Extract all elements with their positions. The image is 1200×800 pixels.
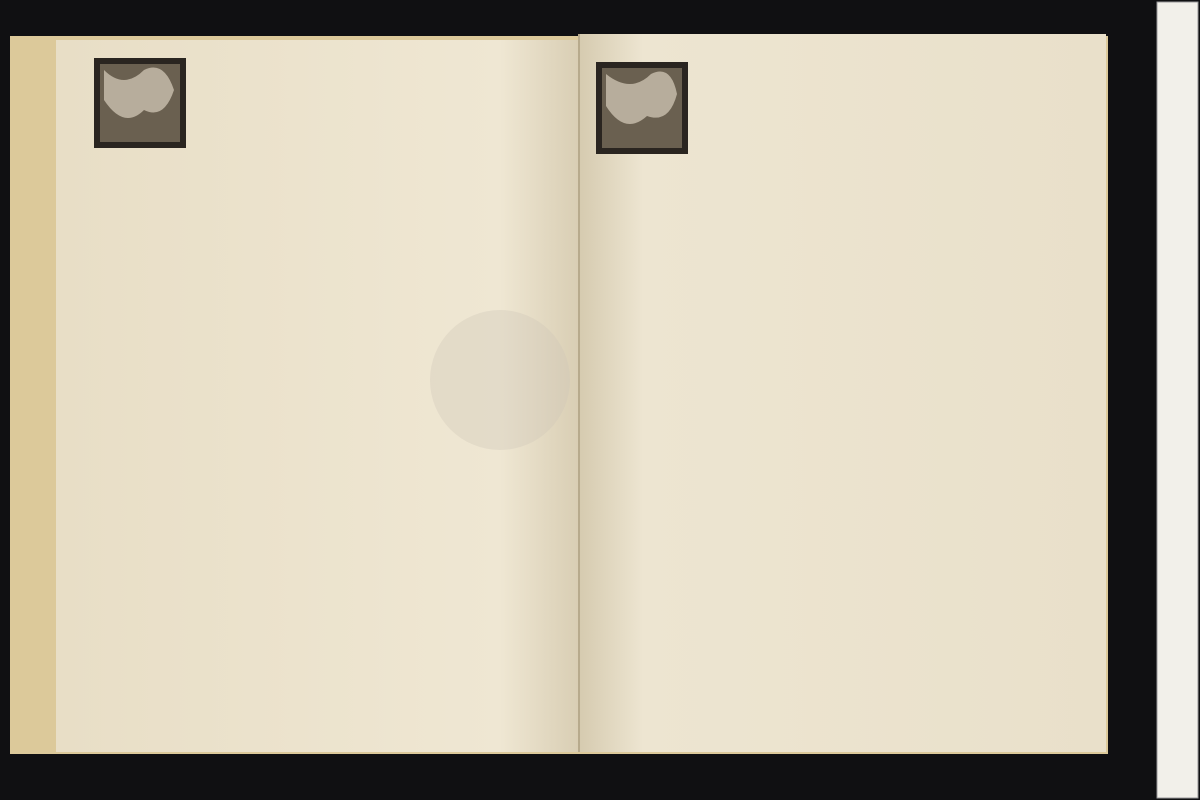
initial-T-ornament xyxy=(94,58,186,148)
initial-D-ornament xyxy=(596,62,688,154)
measurement-ruler xyxy=(1157,2,1198,798)
watermark-logo xyxy=(430,310,570,450)
